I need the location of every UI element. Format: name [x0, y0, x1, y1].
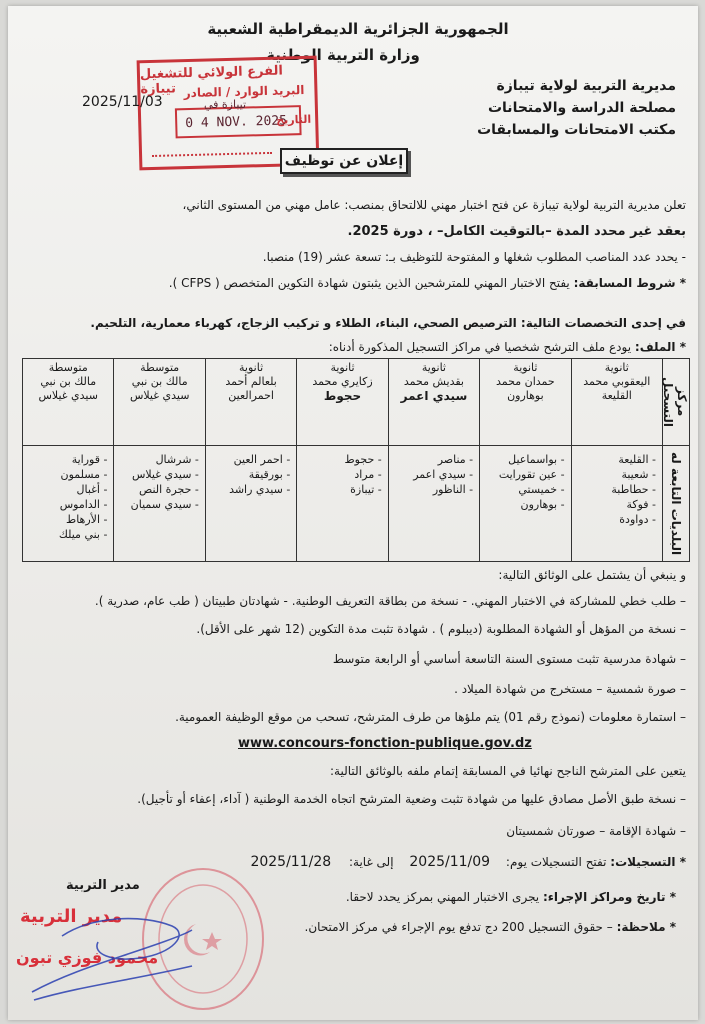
final-item: – شهادة الإقامة – صورتان شمسيتان	[32, 824, 686, 838]
center-cell: متوسطة مالك بن نبي سيدي غيلاس	[23, 359, 114, 446]
table-row-centers	[23, 359, 690, 446]
municipality-cell: - حجوط - مراد - تيبازة	[297, 446, 388, 562]
municipality-cell: - بواسماعيل - عين تقورايت - خميستي - بوهارون	[480, 446, 571, 562]
stamp-line-1: الفرع الولائي للتشغيل تيبازة	[139, 63, 284, 98]
row-header-centers: مركز التسجيل	[663, 359, 690, 446]
center-cell: ثانوية حمدان محمد بوهارون	[480, 359, 571, 446]
municipality-cell: - القليعة - شعيبة - حطاطبة - فوكة - دواودة	[571, 446, 662, 562]
tibaza-in-label: تيبازة في	[204, 98, 247, 111]
conditions-label: * شروط المسابقة:	[573, 276, 686, 290]
intro-line-1: تعلن مديرية التربية لولاية تيبازة عن فتح اختبار مهني للالتحاق بمنصب: عامل مهني من المستوى الثاني،	[182, 198, 686, 212]
registration-centers-table	[22, 358, 690, 562]
website-link[interactable]: www.concours-fonction-publique.gov.dz	[238, 736, 532, 751]
documents-item: – نسخة من المؤهل أو الشهادة المطلوبة (ديبلوم ) . شهادة تثبت مدة التكوين (12 شهر على الأقل).	[32, 622, 686, 636]
center-cell: ثانوية زكايري محمد حجوط	[297, 359, 388, 446]
file-label: * الملف:	[634, 340, 686, 354]
exam-text: يجرى الاختبار المهني بمركز يحدد لاحقا.	[345, 890, 540, 904]
registration-end: 2025/11/28	[250, 854, 332, 870]
note-line	[216, 920, 676, 934]
municipality-cell: - شرشال - سيدي غيلاس - حجرة النص - سيدي سميان	[114, 446, 205, 562]
intro-line-2: بعقد غير محدد المدة –بالتوقيت الكامل– ، دورة 2025.	[347, 224, 686, 239]
center-cell: متوسطة مالك بن نبي سيدي غيلاس	[114, 359, 205, 446]
service-heading: مصلحة الدراسة والامتحانات	[487, 100, 676, 116]
stamp-date: 0 4 NOV. 2025	[185, 113, 288, 132]
registration-text: تفتح التسجيلات يوم:	[505, 855, 607, 869]
note-text: – حقوق التسجيل 200 دج تدفع يوم الإجراء في مركز الامتحان.	[304, 920, 613, 934]
final-item: – نسخة طبق الأصل مصادق عليها من شهادة تثبت وضعية المترشح اتجاه الخدمة الوطنية ( آداء، إعفاء أو تأجيل).	[32, 792, 686, 806]
ministry-heading: وزارة التربية الوطنية	[266, 46, 420, 64]
registration-start: 2025/11/09	[409, 854, 491, 870]
row-header-municipalities: البلديات التابعة له	[663, 446, 690, 562]
signatory-stamp-line-1: مدير التربية	[20, 906, 123, 927]
municipality-cell: - مناصر - سيدي اعمر - الناظور	[388, 446, 479, 562]
registration-line	[32, 854, 686, 870]
documents-item: – صورة شمسية – مستخرج من شهادة الميلاد .	[32, 682, 686, 696]
directorate-heading: مديرية التربية لولاية تيبازة	[496, 78, 676, 94]
document-date: 2025/11/03	[82, 94, 163, 110]
stamp-dotted-line	[152, 152, 272, 157]
file-text: يودع ملف الترشح شخصيا في مراكز التسجيل المذكورة أدناه:	[328, 340, 632, 354]
table-row-municipalities	[23, 446, 690, 562]
signatory-stamp-name: محمود فوزي تبون	[16, 948, 159, 967]
handwritten-signature	[22, 896, 202, 1006]
documents-intro: و ينبغي أن يشتمل على الوثائق التالية:	[498, 568, 686, 582]
center-cell: ثانوية اليعقوبي محمد القليعة	[571, 359, 662, 446]
registration-label: * التسجيلات:	[610, 855, 686, 869]
center-cell: ثانوية بقديش محمد سيدي اعمر	[388, 359, 479, 446]
signatory-title: مدير التربية	[66, 878, 140, 893]
stamp-line-2: البريد الوارد / الصادر	[183, 82, 305, 101]
file-line	[32, 340, 686, 354]
documents-item: – استمارة معلومات (نموذج رقم 01) يتم ملؤها من طرف المترشح، تسحب من موقع الوظيفة العمومية.	[32, 710, 686, 724]
stamp-date-label: التاريخ	[276, 112, 312, 127]
office-heading: مكتب الامتحانات والمسابقات	[477, 122, 676, 138]
conditions-text: يفتح الاختبار المهني للمترشحين الذين يثبتون شهادة التكوين المتخصص ( CFPS ).	[168, 276, 570, 290]
republic-heading: الجمهورية الجزائرية الديمقراطية الشعبية	[207, 20, 509, 38]
exam-label: * تاريخ ومراكز الإجراء:	[542, 890, 676, 904]
announcement-title: إعلان عن توظيف	[280, 148, 408, 174]
documents-item: – شهادة مدرسية تثبت مستوى السنة التاسعة أساسي أو الرابعة متوسط	[32, 652, 686, 666]
final-intro: يتعين على المترشح الناجح نهائيا في المسابقة إتمام ملفه بالوثائق التالية:	[329, 764, 686, 778]
documents-item: – طلب خطي للمشاركة في الاختبار المهني. - نسخة من بطاقة التعريف الوطنية. - شهادتان طبيتان ( طب عام، صدرية ).	[32, 594, 686, 608]
specialties-line: في إحدى التخصصات التالية: الترصيص الصحي، البناء، الطلاء و تركيب الزجاج، كهرباء معمارية، التلحيم.	[90, 316, 686, 330]
exam-line	[216, 890, 676, 904]
municipality-cell: - قوراية - مسلمون - أغبال - الداموس - الأرهاط - بني ميلك	[23, 446, 114, 562]
document-page	[8, 6, 698, 1020]
center-cell: ثانوية بلعالم أحمد احمرالعين	[205, 359, 296, 446]
registration-until: إلى غاية:	[348, 855, 394, 869]
conditions-line	[32, 276, 686, 290]
municipality-cell: - احمر العين - بورقيقة - سيدي راشد	[205, 446, 296, 562]
positions-line: - يحدد عدد المناصب المطلوب شغلها و المفتوحة للتوظيف بـ: تسعة عشر (19) منصبا.	[262, 250, 686, 264]
note-label: * ملاحظة:	[616, 920, 676, 934]
